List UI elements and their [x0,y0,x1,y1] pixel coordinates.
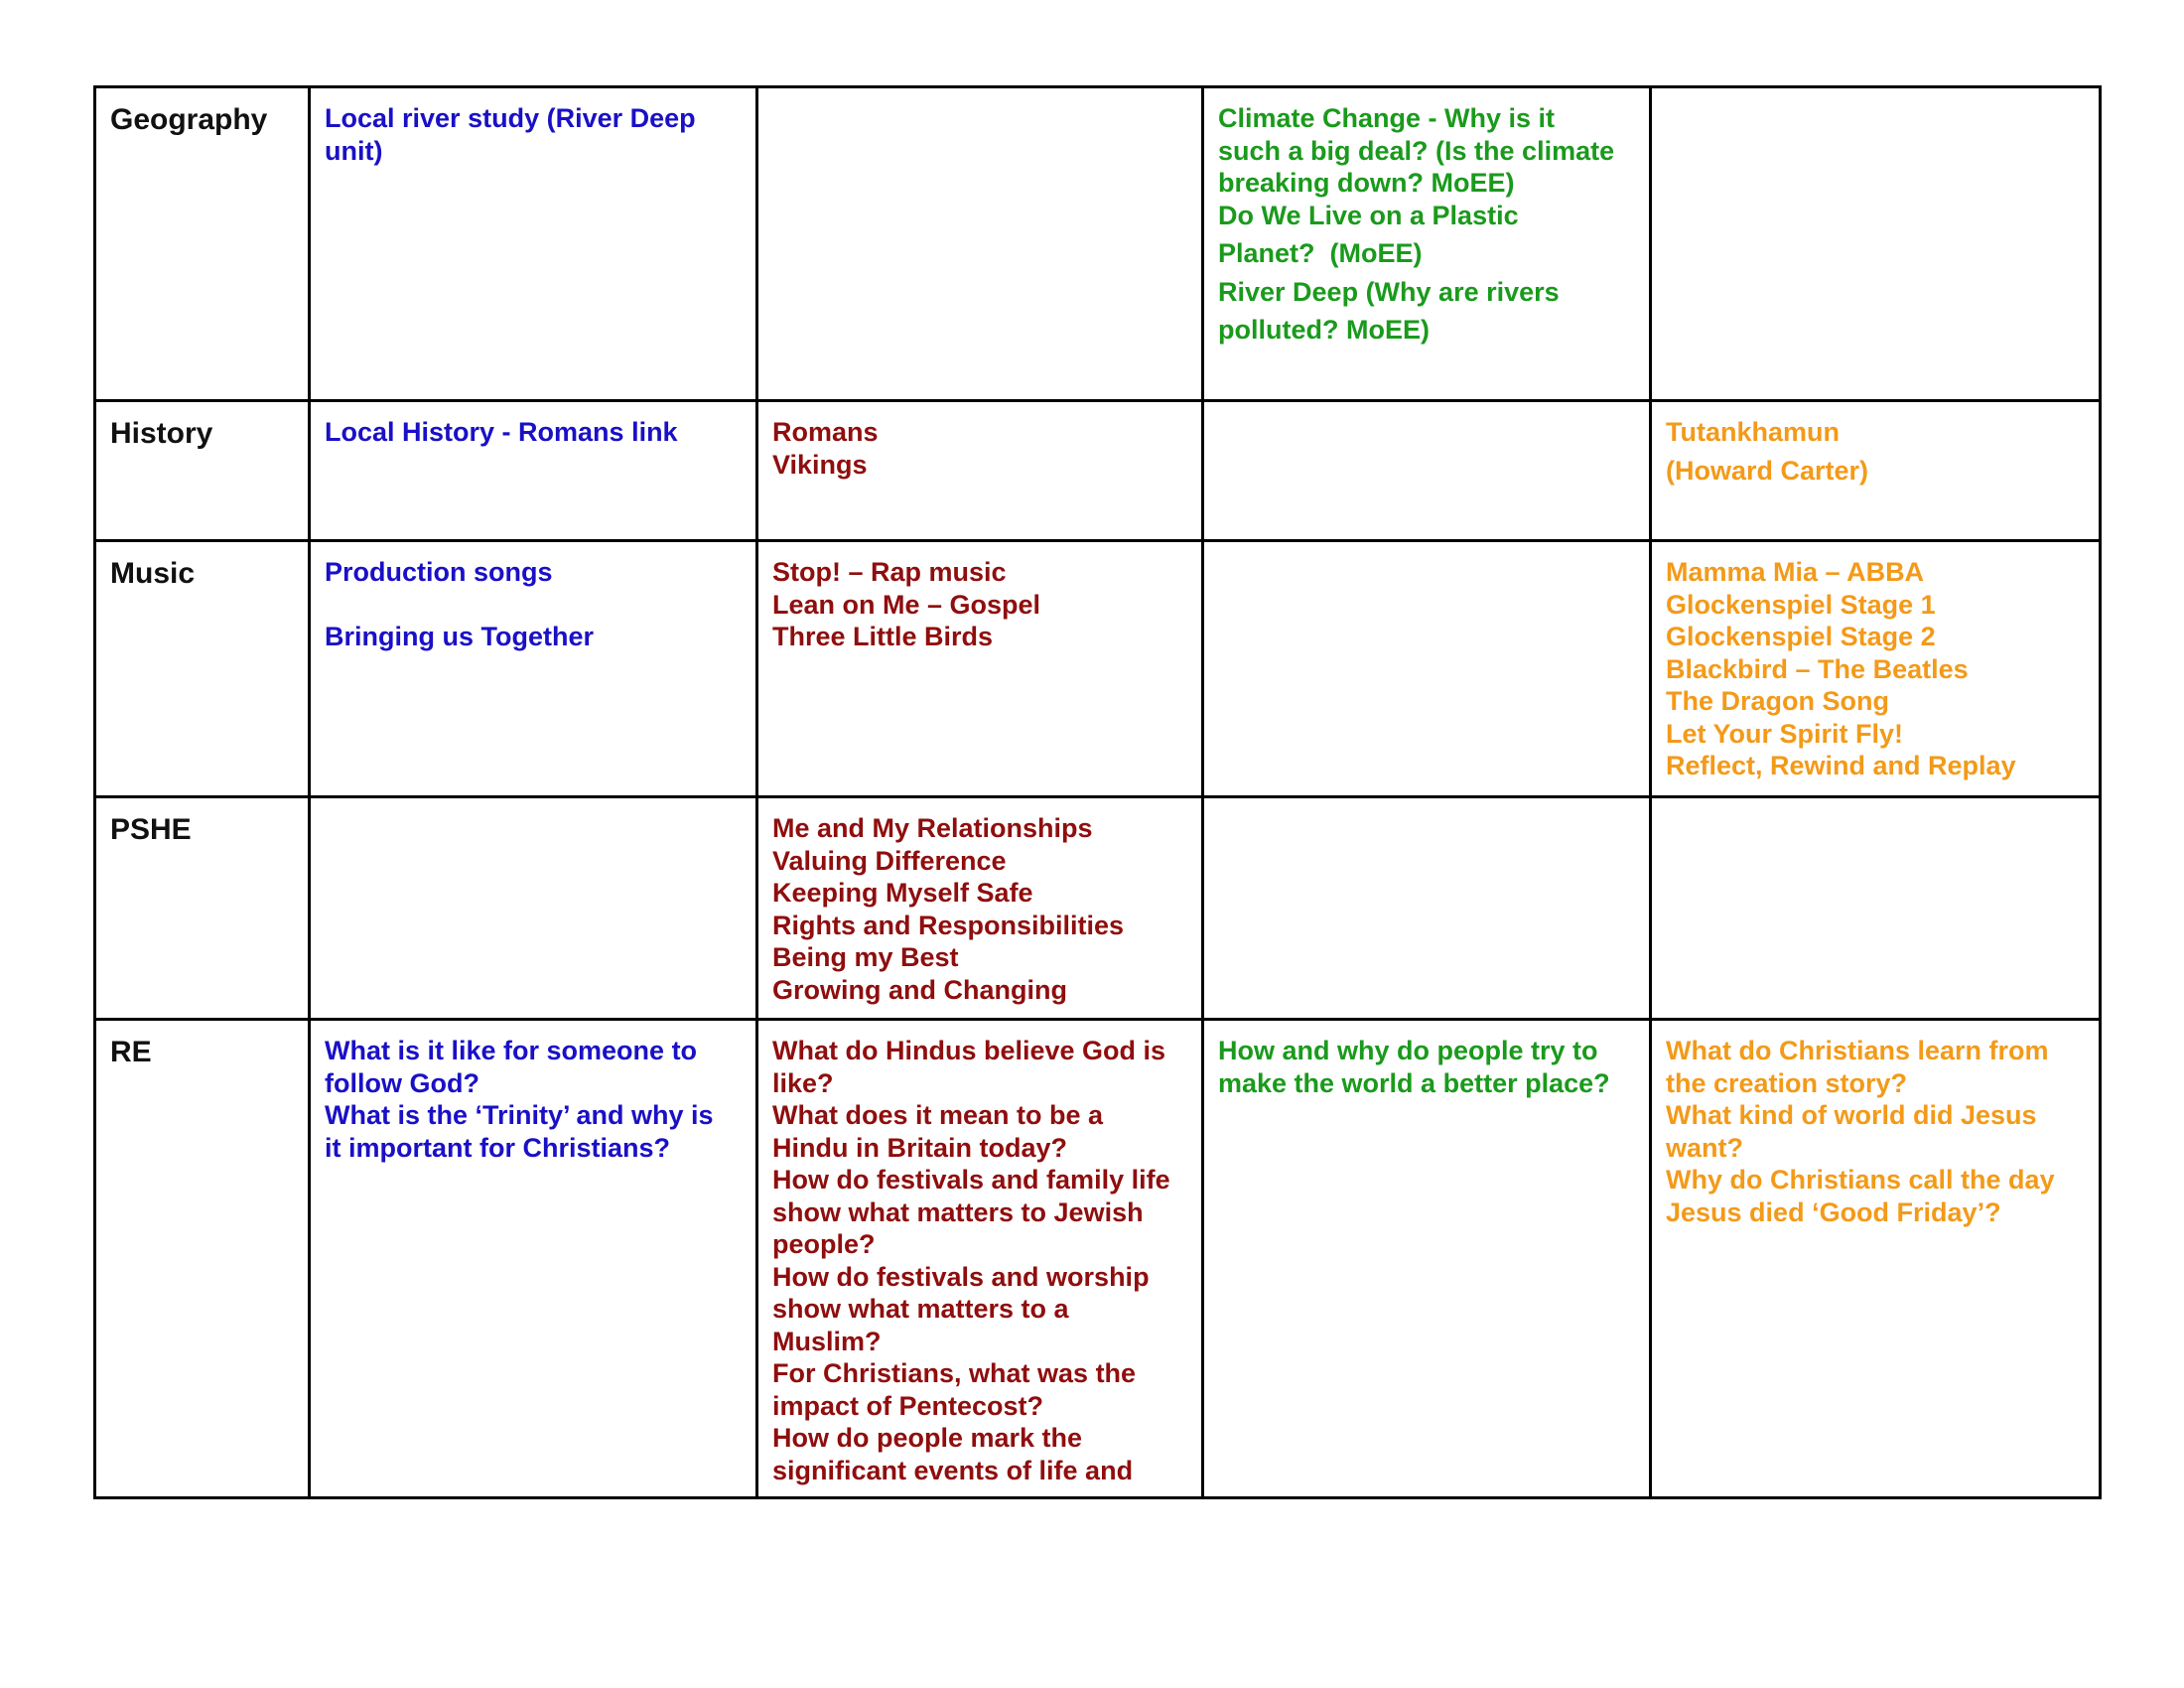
cell-geography-term3 [1203,87,1651,401]
topic-line: How and why do people try to [1218,1036,1598,1065]
cell-geography-term1 [310,87,757,401]
topic-line: people? [772,1229,876,1259]
topic-line: Three Little Birds [772,622,994,651]
topic-line: impact of Pentecost? [772,1390,1044,1421]
topic-line: Glockenspiel Stage 2 [1666,622,1936,651]
topic-line: Reflect, Rewind and Replay [1666,751,2016,780]
cell-pshe-term4 [1651,797,2101,1020]
curriculum-table [93,85,2102,1499]
topic-line: What is the ‘Trinity’ and why is [325,1100,714,1130]
topic-line: Blackbird – The Beatles [1666,653,1969,684]
topic-line: What do Christians learn from [1666,1036,2049,1065]
topic-line: How do festivals and family life [772,1165,1170,1195]
topic-line: Me and My Relationships [772,813,1093,843]
topic-line: What does it mean to be a [772,1100,1104,1130]
row-re [95,1020,2101,1498]
topic-line: such a big deal? (Is the climate [1218,135,1615,166]
topic-line: Growing and Changing [772,974,1067,1005]
cell-music-term4 [1651,541,2101,797]
topic-line: Planet? (MoEE) [1218,238,1423,268]
topic-line: make the world a better place? [1218,1067,1610,1098]
topic-line: breaking down? MoEE) [1218,168,1515,198]
topic-line: Rights and Responsibilities [772,910,1125,940]
row-history [95,401,2101,541]
cell-re-term2 [757,1020,1203,1498]
topic-line: What is it like for someone to [325,1036,698,1065]
subject-cell-history [95,401,310,541]
topic-line: Valuing Difference [772,845,1007,876]
topic-line: the creation story? [1666,1067,1908,1098]
topic-line: The Dragon Song [1666,686,1889,716]
topic-line: Mamma Mia – ABBA [1666,557,1925,587]
topic-line: Hindu in Britain today? [772,1132,1067,1163]
cell-history-term1 [310,401,757,541]
topic-line: For Christians, what was the [772,1358,1137,1388]
topic-line: Vikings [772,449,868,480]
subject-label: PSHE [110,813,192,846]
cell-re-term3 [1203,1020,1651,1498]
topic-line: Local History - Romans link [325,417,678,447]
cell-history-term4 [1651,401,2101,541]
topic-line: River Deep (Why are rivers [1218,276,1560,307]
cell-geography-term2 [757,87,1203,401]
cell-music-term3 [1203,541,1651,797]
topic-line: polluted? MoEE) [1218,315,1430,345]
topic-line: Muslim? [772,1326,882,1356]
subject-cell-pshe [95,797,310,1020]
cell-history-term3 [1203,401,1651,541]
cell-re-term4 [1651,1020,2101,1498]
topic-line: Being my Best [772,942,959,972]
topic-line: Tutankhamun [1666,417,1840,447]
topic-line: How do festivals and worship [772,1261,1150,1292]
topic-line: Lean on Me – Gospel [772,589,1041,620]
topic-line: Let Your Spirit Fly! [1666,718,1904,749]
topic-line: Why do Christians call the day [1666,1165,2055,1195]
topic-line: follow God? [325,1067,479,1098]
topic-line: want? [1666,1132,1743,1163]
subject-label: Music [110,557,196,590]
topic-line: Do We Live on a Plastic [1218,200,1519,230]
topic-line: What do Hindus believe God is [772,1036,1166,1065]
cell-re-term1 [310,1020,757,1498]
row-geography [95,87,2101,401]
subject-label: Geography [110,103,268,136]
cell-music-term1 [310,541,757,797]
topic-line: Keeping Myself Safe [772,878,1033,908]
subject-label: History [110,417,213,450]
topic-line: Production songs [325,557,553,587]
topic-line: Climate Change - Why is it [1218,103,1556,133]
topic-line: like? [772,1067,834,1098]
topic-line: unit) [325,135,383,166]
topic-line: Stop! – Rap music [772,557,1007,587]
cell-geography-term4 [1651,87,2101,401]
topic-line: it important for Christians? [325,1132,671,1163]
cell-pshe-term1 [310,797,757,1020]
topic-line: show what matters to Jewish [772,1196,1144,1227]
topic-line: significant events of life and [772,1455,1134,1485]
cell-history-term2 [757,401,1203,541]
topic-line: Local river study (River Deep [325,103,696,133]
subject-cell-re [95,1020,310,1498]
row-music [95,541,2101,797]
subject-cell-music [95,541,310,797]
cell-music-term2 [757,541,1203,797]
topic-line: Bringing us Together [325,621,594,651]
topic-line: (Howard Carter) [1666,455,1869,486]
topic-line: Jesus died ‘Good Friday’? [1666,1196,2001,1227]
cell-pshe-term2 [757,797,1203,1020]
cell-pshe-term3 [1203,797,1651,1020]
topic-line: Glockenspiel Stage 1 [1666,589,1936,620]
subject-cell-geography [95,87,310,401]
topic-line: Romans [772,417,879,447]
topic-line: show what matters to a [772,1294,1069,1324]
row-pshe [95,797,2101,1020]
subject-label: RE [110,1036,152,1068]
topic-line: How do people mark the [772,1423,1083,1453]
topic-line: What kind of world did Jesus [1666,1100,2037,1130]
